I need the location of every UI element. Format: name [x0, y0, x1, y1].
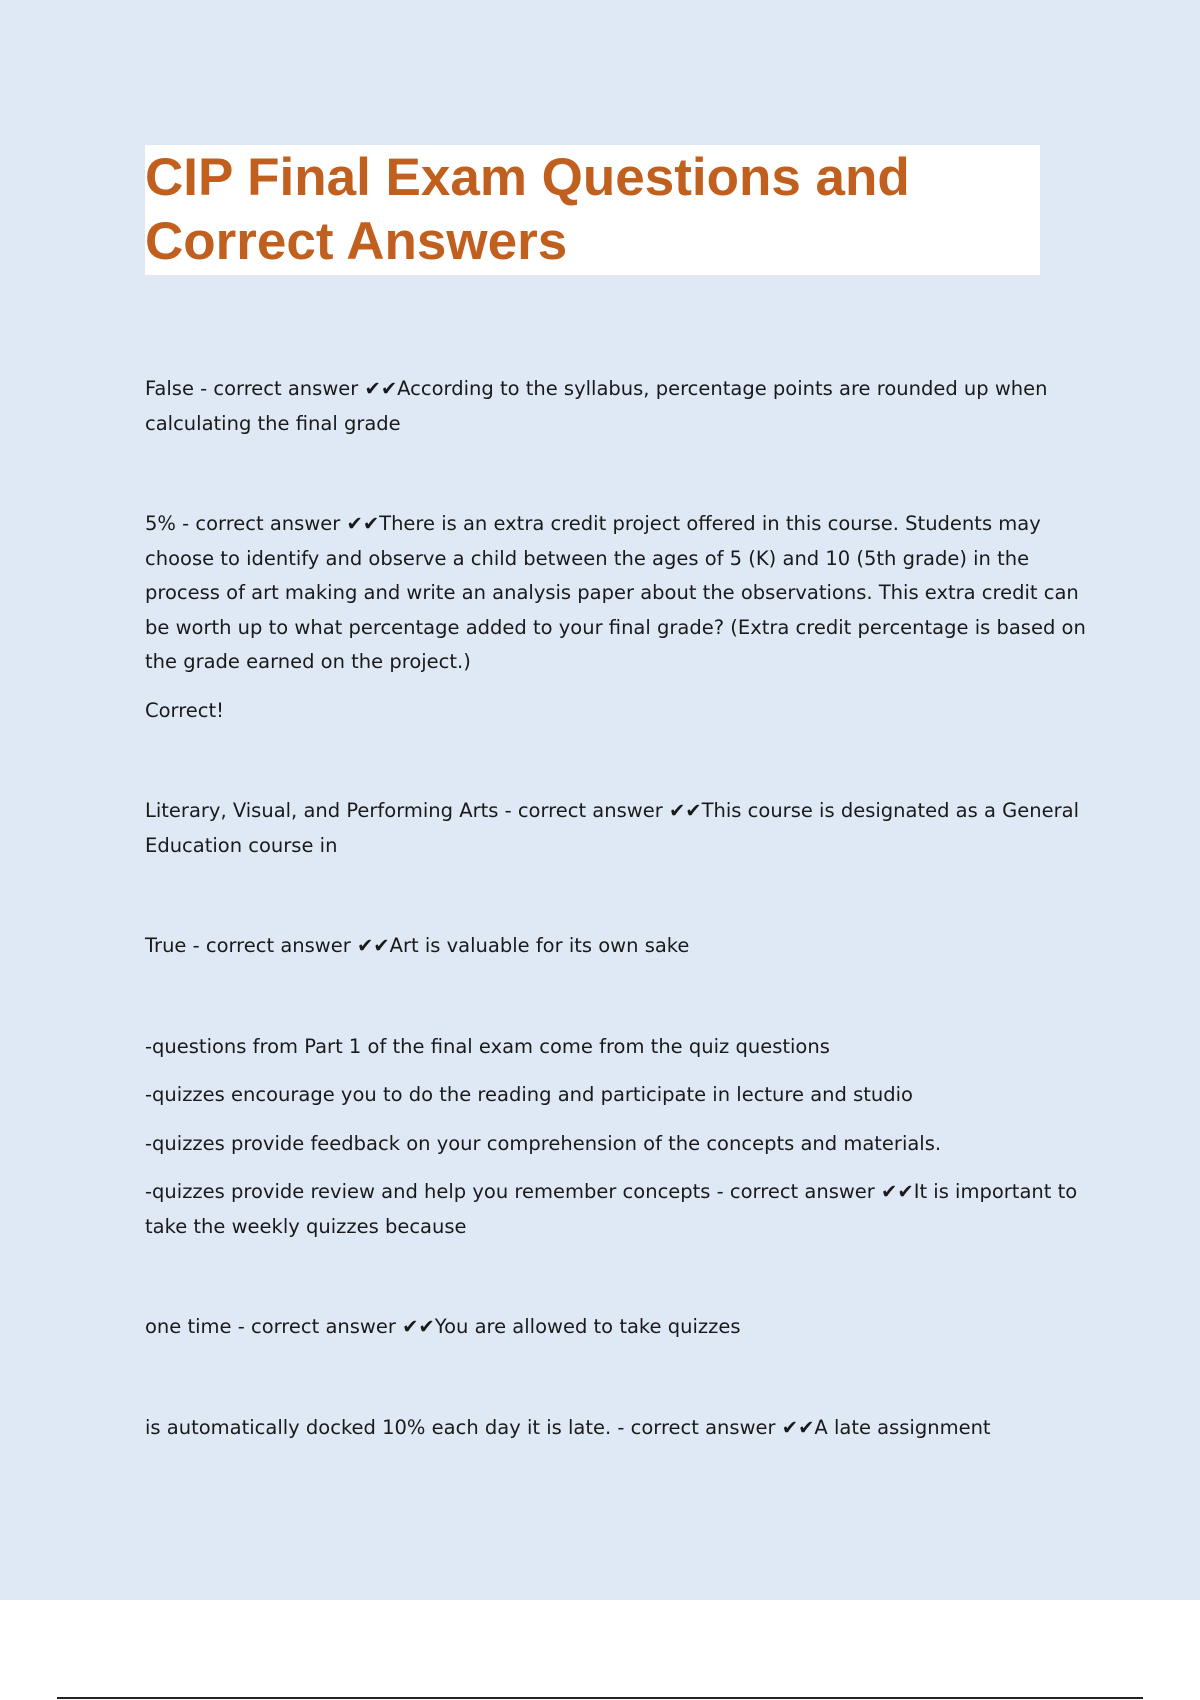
qa-paragraph: -quizzes encourage you to do the reading and participate in lecture and studio: [145, 1083, 913, 1106]
document-title: CIP Final Exam Questions and Correct Answers: [145, 148, 910, 271]
qa-list: [145, 372, 1095, 1511]
qa-feedback: Correct!: [145, 698, 224, 722]
page-bottom-rule: [57, 1697, 1143, 1699]
qa-item: [145, 1310, 1095, 1345]
qa-paragraph: -quizzes provide review and help you remember concepts - correct answer ✔✔It is important to take the weekly quizzes because: [145, 1180, 1078, 1238]
qa-paragraph: Literary, Visual, and Performing Arts - correct answer ✔✔This course is designated as a General Education course in: [145, 799, 1079, 857]
qa-paragraph: -questions from Part 1 of the final exam come from the quiz questions: [145, 1034, 830, 1058]
qa-paragraph: one time - correct answer ✔✔You are allowed to take quizzes: [145, 1315, 741, 1338]
qa-paragraph: True - correct answer ✔✔Art is valuable for its own sake: [145, 934, 690, 957]
qa-item: [145, 1411, 1095, 1446]
qa-paragraph: False - correct answer ✔✔According to the syllabus, percentage points are rounded up when calculating the final grade: [145, 377, 1048, 435]
qa-item: [145, 507, 1095, 728]
qa-paragraph: 5% - correct answer ✔✔There is an extra credit project offered in this course. Students may choose to identify and observe a child between the ages of 5 (K) and 10 (5th grade) in the process of art making and write an analysis paper about the observations. This extra credit can be worth up to what percentage added to your final grade? (Extra credit percentage is based on the grade earned on the project.): [145, 512, 1086, 673]
qa-item: [145, 794, 1095, 863]
qa-paragraph: -quizzes provide feedback on your comprehension of the concepts and materials.: [145, 1131, 942, 1155]
qa-item: [145, 372, 1095, 441]
qa-item: [145, 929, 1095, 964]
qa-paragraph: is automatically docked 10% each day it is late. - correct answer ✔✔A late assignment: [145, 1415, 991, 1439]
qa-item: [145, 1030, 1095, 1245]
